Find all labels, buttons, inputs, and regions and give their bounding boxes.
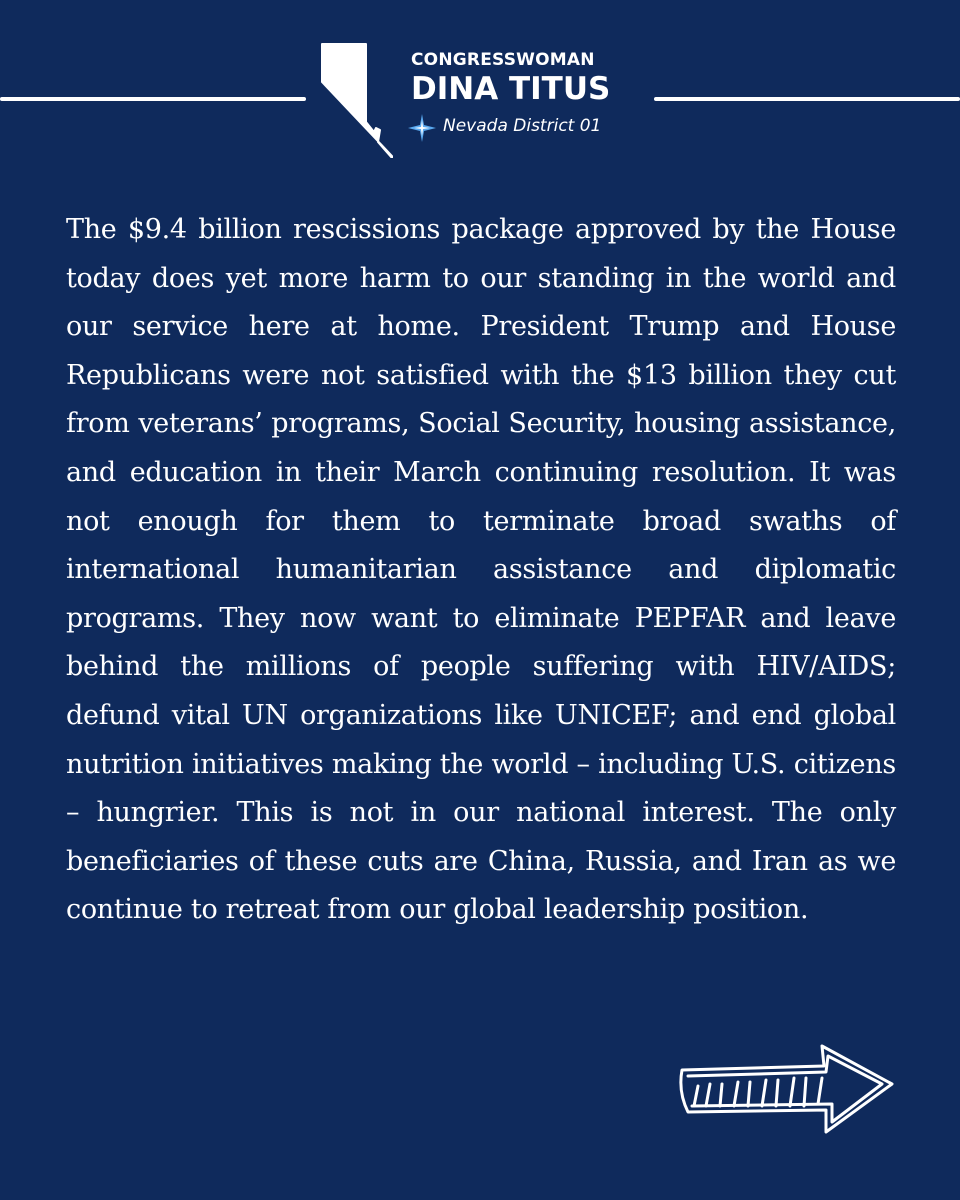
sparkle-star-icon xyxy=(408,114,436,142)
right-arrow-icon[interactable] xyxy=(676,1040,898,1136)
header-rule-left xyxy=(0,97,306,101)
congresswoman-name: DINA TITUS xyxy=(411,71,611,107)
nevada-state-icon xyxy=(320,42,400,158)
statement-text: The $9.4 billion rescissions package approved by the House today does yet more harm to our standing in the world and our service here at home. President Trump and House Republicans were not satisfied with the $13 billion they cut from veterans’ programs, Social Security, housing assistance, and education in their March continuing resolution. It was not enough for them to terminate broad swaths of international humanitarian assistance and diplomatic programs. They now want to eliminate PEPFAR and leave behind the millions of people suffering with HIV/AIDS; defund vital UN organizations like UNICEF; and end global nutrition initiatives making the world – including U.S. citizens – hungrier. This is not in our national interest. The only beneficiaries of these cuts are China, Russia, and Iran as we continue to retreat from our global leadership position. xyxy=(66,214,896,926)
header-rule-right xyxy=(654,97,960,101)
district-label: Nevada District 01 xyxy=(443,116,602,136)
title-prefix: CONGRESSWOMAN xyxy=(411,50,595,70)
